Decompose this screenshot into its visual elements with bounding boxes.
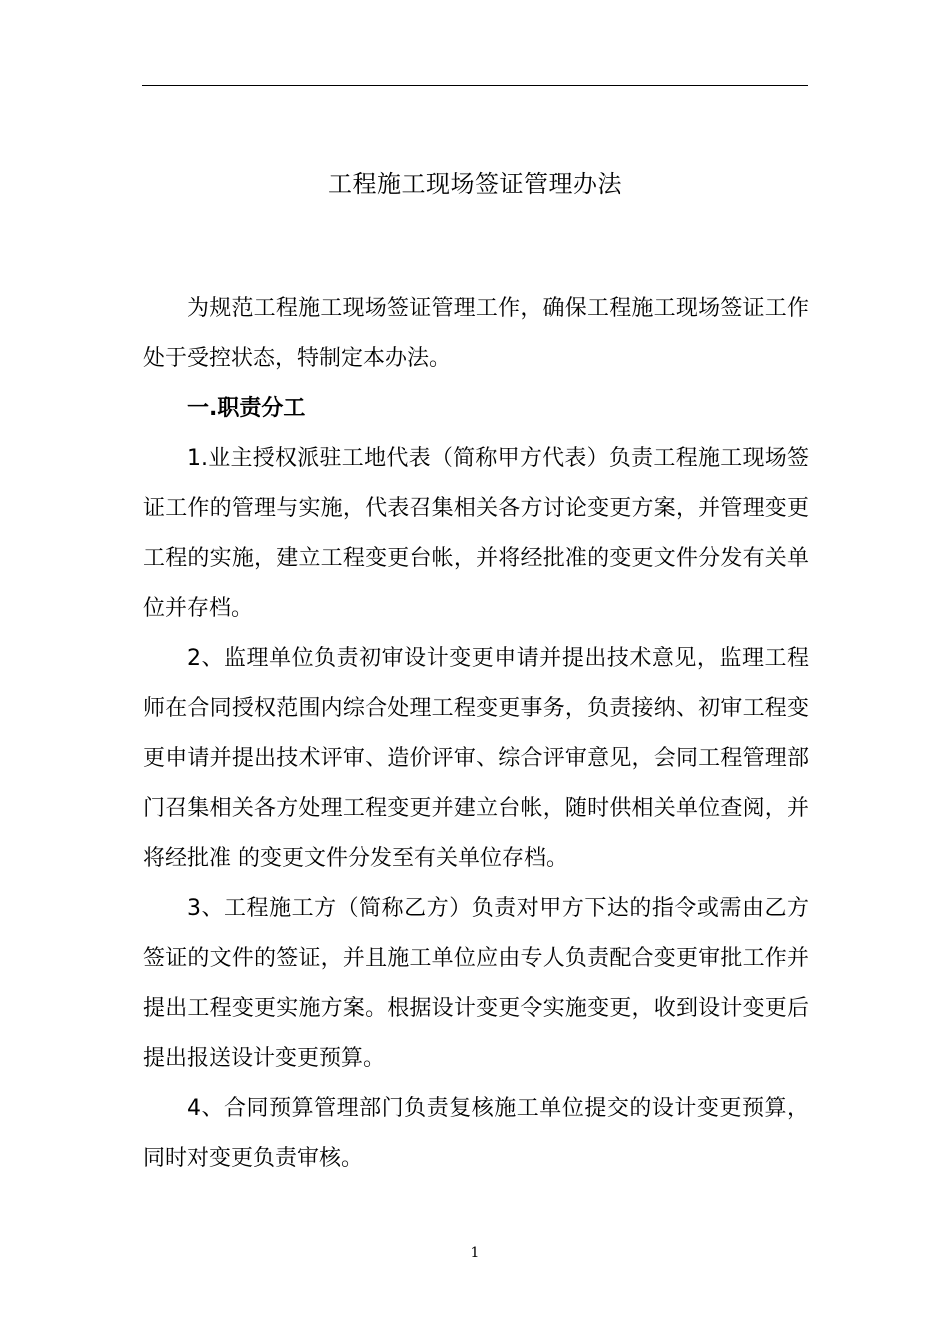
responsibility-item-3: 3、工程施工方（简称乙方）负责对甲方下达的指令或需由乙方签证的文件的签证，并且施工单位应由专人负责配合变更审批工作并提出工程变更实施方案。根据设计变更令实施变更，收到设计变更后提出报送设计变更预算。 <box>143 896 809 1071</box>
document-title: 工程施工现场签证管理办法 <box>328 170 622 198</box>
responsibility-item-1: 1.业主授权派驻工地代表（简称甲方代表）负责工程施工现场签证工作的管理与实施，代表召集相关各方讨论变更方案，并管理变更工程的实施，建立工程变更台帐，并将经批准的变更文件分发有关单位并存档。 <box>143 446 809 621</box>
intro-paragraph: 为规范工程施工现场签证管理工作，确保工程施工现场签证工作处于受控状态，特制定本办法。 <box>143 296 809 371</box>
responsibility-item-2: 2、监理单位负责初审设计变更申请并提出技术意见，监理工程师在合同授权范围内综合处理工程变更事务，负责接纳、初审工程变更申请并提出技术评审、造价评审、综合评审意见，会同工程管理部门召集相关各方处理工程变更并建立台帐，随时供相关单位查阅，并将经批准 的变更文件分发至有关单位存档。 <box>143 646 809 871</box>
section-heading-responsibilities: 一.职责分工 <box>187 396 306 421</box>
page-number: 1 <box>470 1245 480 1261</box>
document-body <box>143 284 809 1184</box>
header-rule <box>142 85 808 86</box>
responsibility-item-4: 4、合同预算管理部门负责复核施工单位提交的设计变更预算，同时对变更负责审核。 <box>143 1096 809 1171</box>
